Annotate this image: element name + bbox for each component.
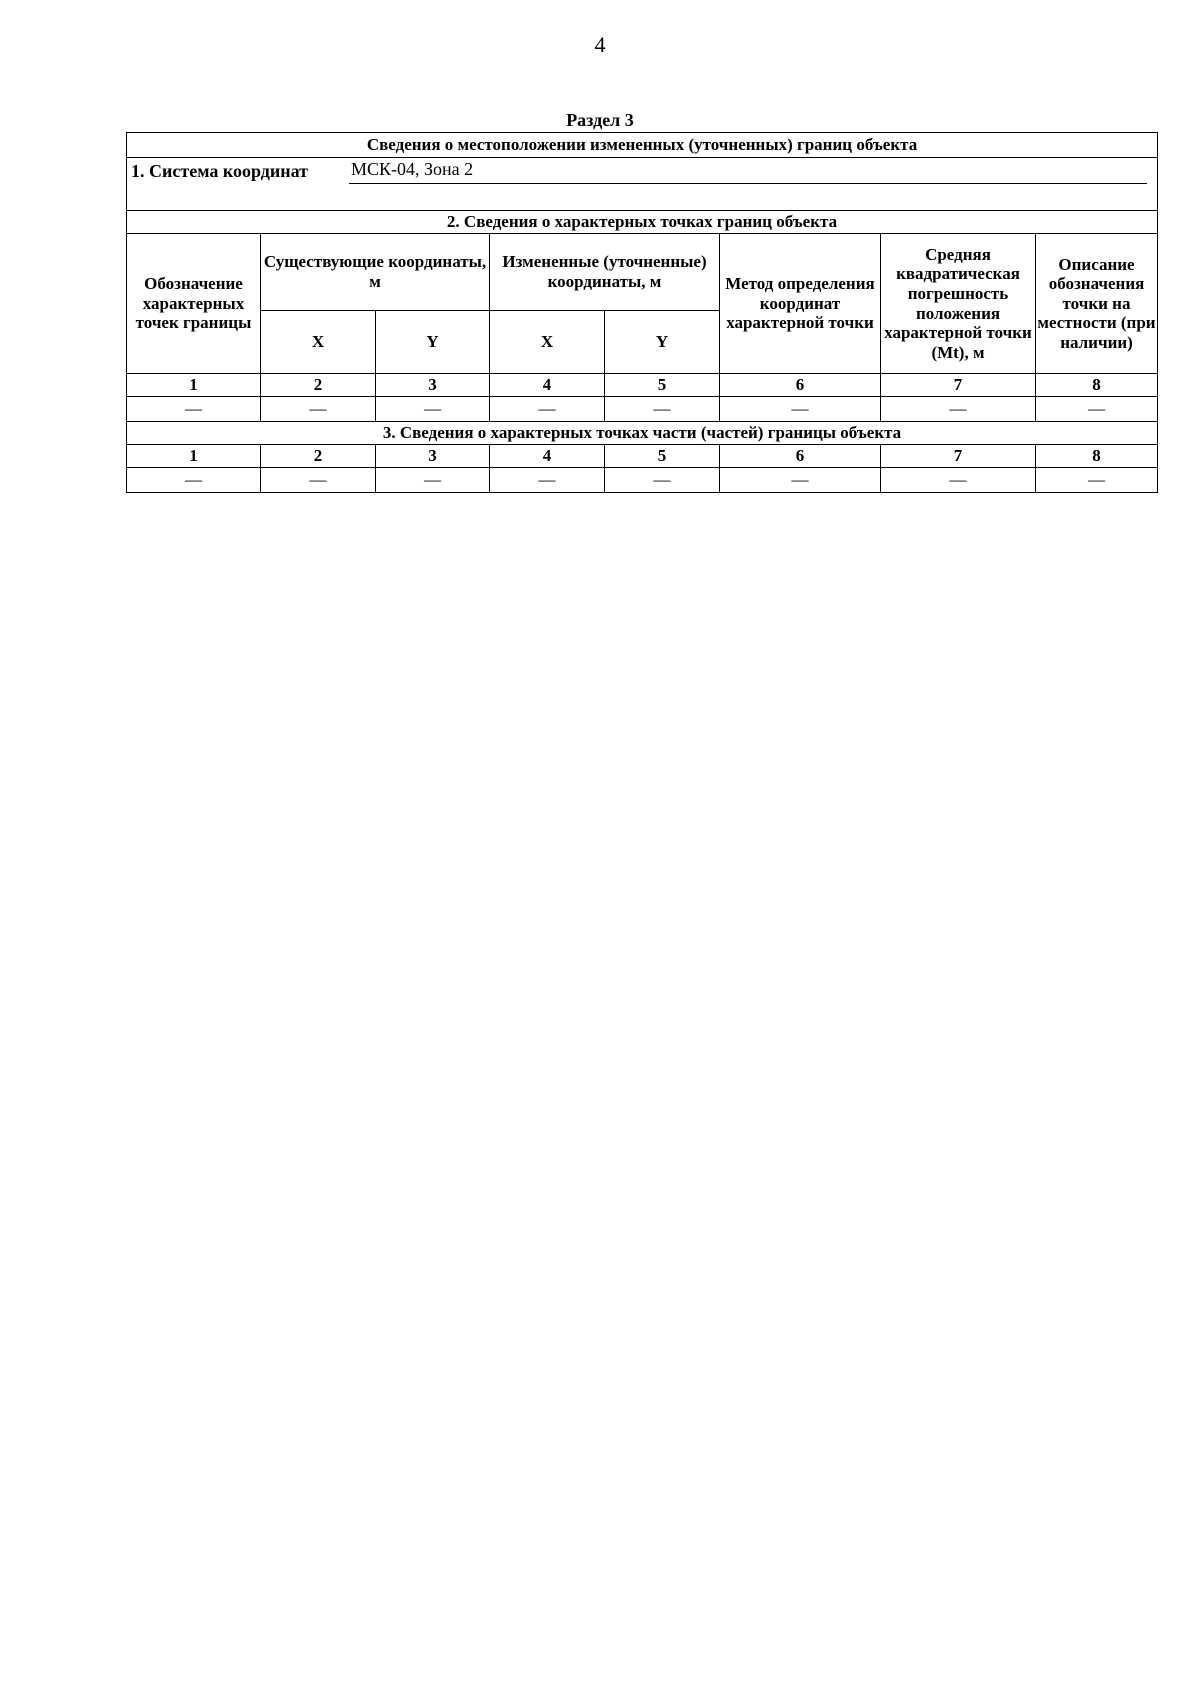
table-cell: — [127,397,261,422]
column-number: 1 [127,374,261,397]
table-cell: — [1036,468,1158,493]
table-cell: — [127,468,261,493]
column-number: 3 [376,374,490,397]
section3-title: 3. Сведения о характерных точках части (частей) границы объекта [127,422,1158,445]
boundary-table [126,132,1158,493]
column-number: 1 [127,445,261,468]
table-cell: — [605,468,720,493]
header-method: Метод определения координат характерной точки [720,234,881,374]
section2-data-row [127,397,1158,422]
table-cell: — [261,468,376,493]
table-cell: — [1036,397,1158,422]
page-number: 4 [594,32,606,57]
column-number: 8 [1036,445,1158,468]
table-title: Сведения о местоположении измененных (уточненных) границ объекта [127,133,1158,158]
column-number: 8 [1036,374,1158,397]
column-number: 3 [376,445,490,468]
header-changed-y: Y [605,311,720,374]
table-cell: — [490,468,605,493]
header-point-designation: Обозначение характерных точек границы [127,234,261,374]
column-number: 5 [605,374,720,397]
header-changed-x: X [490,311,605,374]
header-existing-x: X [261,311,376,374]
table-cell: — [720,468,881,493]
table-cell: — [881,397,1036,422]
table-cell: — [881,468,1036,493]
column-number: 2 [261,374,376,397]
coordinate-system-underline [349,183,1147,184]
column-number: 7 [881,374,1036,397]
header-point-description: Описание обозначения точки на местности (при наличии) [1036,234,1158,374]
table-cell: — [720,397,881,422]
column-number: 6 [720,374,881,397]
table-cell: — [605,397,720,422]
section-title: Раздел 3 [566,110,634,130]
header-existing-coordinates: Существующие координаты, м [261,234,490,311]
section3-column-numbers [127,445,1158,468]
coordinate-system-cell [127,158,1158,211]
section2-title: 2. Сведения о характерных точках границ объекта [127,211,1158,234]
table-cell: — [376,468,490,493]
header-existing-y: Y [376,311,490,374]
coordinate-system-value: МСК-04, Зона 2 [351,159,474,179]
column-number: 5 [605,445,720,468]
column-number: 4 [490,374,605,397]
column-number: 7 [881,445,1036,468]
table-cell: — [490,397,605,422]
section2-column-numbers [127,374,1158,397]
section3-data-row [127,468,1158,493]
table-cell: — [376,397,490,422]
header-changed-coordinates: Измененные (уточненные) координаты, м [490,234,720,311]
coordinate-system-label: 1. Система координат [131,161,308,181]
header-mean-square-error: Средняя квадратическая погрешность положения характерной точки (Mt), м [881,234,1036,374]
column-number: 4 [490,445,605,468]
column-number: 6 [720,445,881,468]
column-number: 2 [261,445,376,468]
table-cell: — [261,397,376,422]
